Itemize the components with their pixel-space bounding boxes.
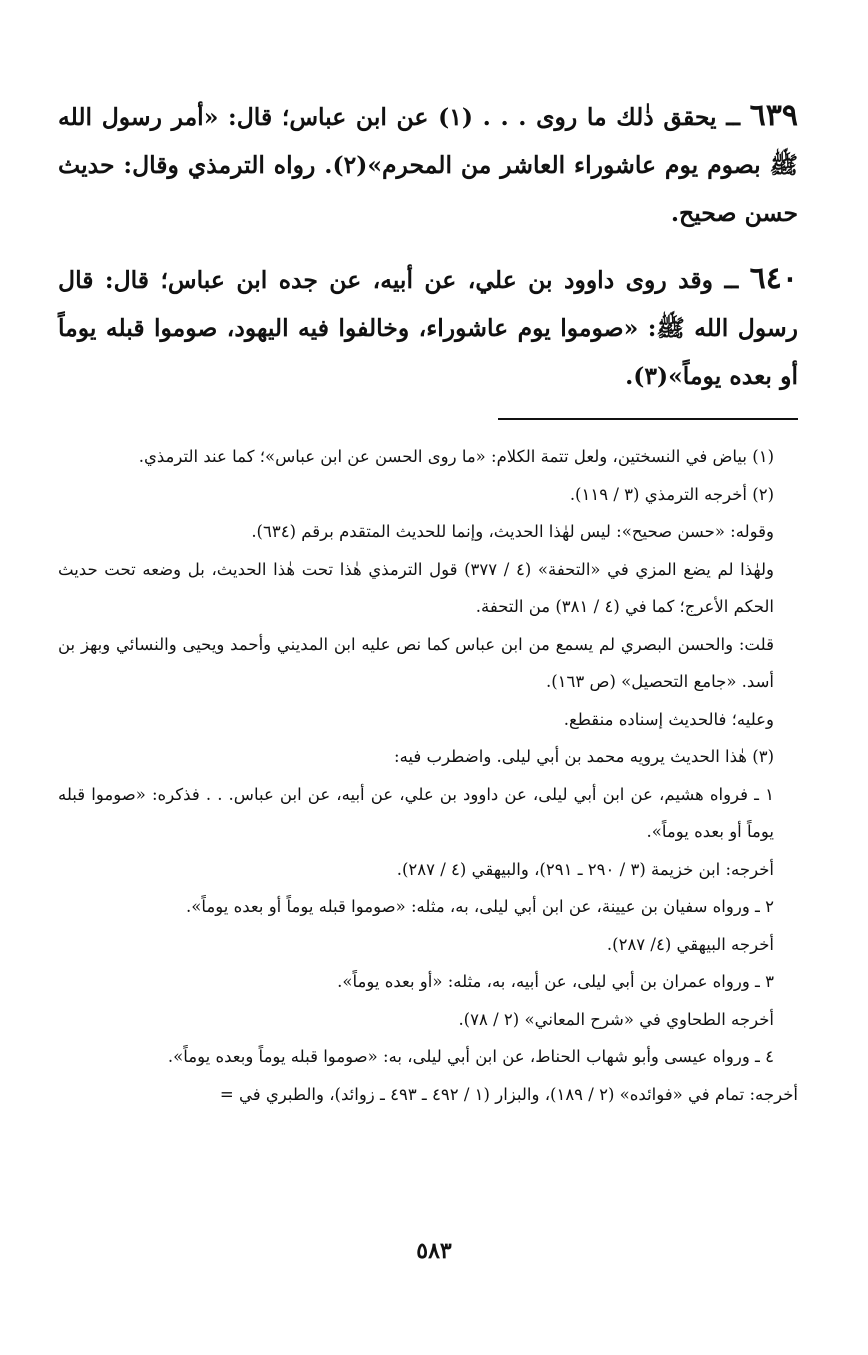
footnote-line: (١) بياض في النسختين، ولعل تتمة الكلام: «ما روى الحسن عن ابن عباس»؛ كما عند الترمذي. bbox=[138, 447, 774, 466]
footnote-line: ١ ـ فرواه هشيم، عن ابن أبي ليلى، عن داوود بن علي، عن أبيه، عن ابن عباس. . . فذكره: «صوموا قبله يوماً أو بعده يوماً». bbox=[58, 784, 774, 841]
paragraph-number: ٦٣٩ bbox=[749, 98, 798, 133]
footnote-line: أخرجه: ابن خزيمة (٣ / ٢٩٠ ـ ٢٩١)، والبيهقي (٤ / ٢٨٧). bbox=[396, 859, 774, 879]
paragraph-639 bbox=[58, 92, 798, 237]
footnote-line: أخرجه البيهقي (٤/ ٢٨٧). bbox=[606, 934, 774, 954]
footnote-line: ٤ ـ ورواه عيسى وأبو شهاب الحناط، عن ابن أبي ليلى، به: «صوموا قبله يوماً وبعده يوماً». bbox=[167, 1047, 774, 1066]
paragraph-640 bbox=[58, 255, 798, 400]
footnote-line: ولهٰذا لم يضع المزي في «التحفة» (٤ / ٣٧٧) قول الترمذي هٰذا تحت هٰذا الحديث، بل وضعه تحت حديث الحكم الأعرج؛ كما في (٤ / ٣٨١) من التحفة. bbox=[58, 559, 774, 616]
paragraph-text: ــ يحقق ذٰلك ما روى . . . (١) عن ابن عباس؛ قال: «أمر رسول الله ﷺ بصوم يوم عاشوراء العاشر من المحرم»(٢). رواه الترمذي وقال: حديث حسن صحيح. bbox=[58, 103, 798, 227]
paragraph-number: ٦٤٠ bbox=[749, 261, 798, 296]
footnote-line: ٢ ـ ورواه سفيان بن عيينة، عن ابن أبي ليلى، به، مثله: «صوموا قبله يوماً أو بعده يوماً». bbox=[186, 897, 774, 916]
footnote-line: أخرجه: تمام في «فوائده» (٢ / ١٨٩)، والبزار (١ / ٤٩٢ ـ ٤٩٣ ـ زوائد)، والطبري في = bbox=[219, 1084, 798, 1104]
footnote-line: وعليه؛ فالحديث إسناده منقطع. bbox=[563, 709, 774, 729]
paragraph-text: ــ وقد روى داوود بن علي، عن أبيه، عن جده ابن عباس؛ قال: قال رسول الله ﷺ: «صوموا يوم عاشوراء، وخالفوا فيه اليهود، صوموا قبله يوماً أو بعده يوماً»(٣). bbox=[58, 266, 798, 390]
footnote-line: قلت: والحسن البصري لم يسمع من ابن عباس كما نص عليه ابن المديني وأحمد ويحيى والنسائي وبهز بن أسد. «جامع التحصيل» (ص ١٦٣). bbox=[58, 634, 774, 691]
footnote-divider bbox=[498, 418, 798, 420]
footnote-line: ٣ ـ ورواه عمران بن أبي ليلى، عن أبيه، به، مثله: «أو بعده يوماً». bbox=[337, 972, 774, 991]
footnote-line: أخرجه الطحاوي في «شرح المعاني» (٢ / ٧٨). bbox=[458, 1009, 774, 1029]
footnote-line: (٢) أخرجه الترمذي (٣ / ١١٩). bbox=[569, 484, 774, 504]
main-text bbox=[58, 92, 798, 400]
footnote-line: (٣) هٰذا الحديث يرويه محمد بن أبي ليلى. واضطرب فيه: bbox=[394, 747, 774, 766]
footnotes bbox=[58, 438, 798, 1113]
page-number: ٥٨٣ bbox=[416, 1238, 452, 1264]
footnote-line: وقوله: «حسن صحيح»: ليس لهٰذا الحديث، وإنما للحديث المتقدم برقم (٦٣٤). bbox=[251, 522, 774, 541]
